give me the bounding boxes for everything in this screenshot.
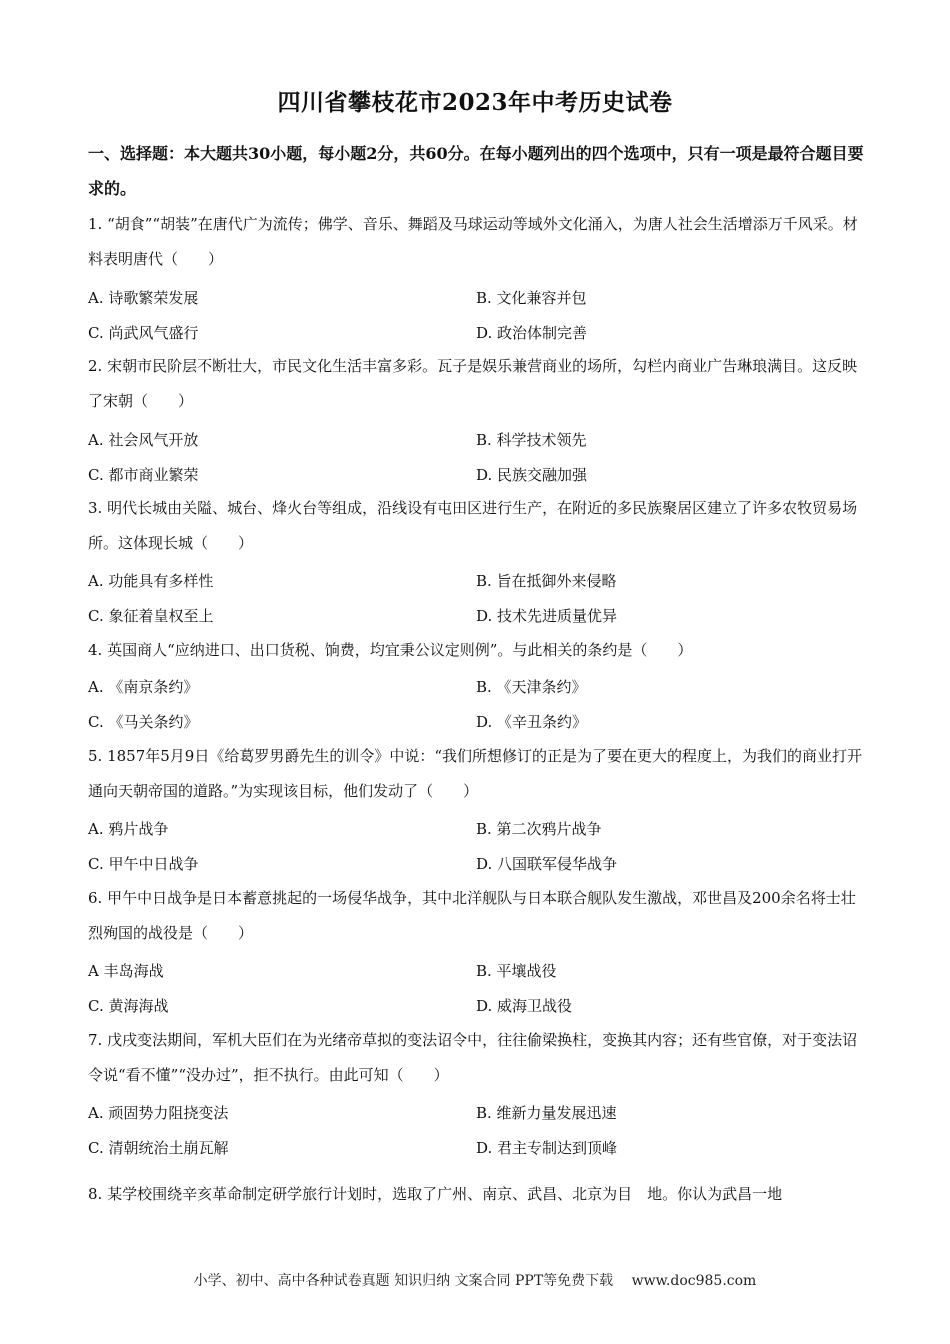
question-1-option-d: D. 政治体制完善: [476, 324, 588, 342]
question-1-stem: 1. “胡食”“胡装”在唐代广为流传；佛学、音乐、舞蹈及马球运动等域外文化涌入，为唐人社会生活增添万千风采。材料表明唐代（ ）: [88, 215, 858, 268]
question-1-option-c: C. 尚武风气盛行: [88, 324, 199, 342]
question-1-option-b: B. 文化兼容并包: [476, 289, 587, 307]
question-7-option-a: A. 顽固势力阻挠变法: [88, 1104, 229, 1122]
question-2-option-b: B. 科学技术领先: [476, 431, 587, 449]
question-7-option-d: D. 君主专制达到顶峰: [476, 1139, 618, 1157]
question-2-option-c: C. 都市商业繁荣: [88, 466, 199, 484]
question-2-option-a: A. 社会风气开放: [88, 431, 199, 449]
question-4-option-b: B. 《天津条约》: [476, 678, 587, 696]
question-4-option-c: C. 《马关条约》: [88, 713, 199, 731]
question-3-option-d: D. 技术先进质量优异: [476, 607, 618, 625]
question-7-stem: 7. 戊戌变法期间，军机大臣们在为光绪帝草拟的变法诏令中，往往偷梁换柱，变换其内容；还有些官僚，对于变法诏令说“看不懂”“没办过”，拒不执行。由此可知（ ）: [88, 1031, 858, 1084]
question-4-stem: 4. 英国商人“应纳进口、出口货税、饷费，均宜秉公议定则例”。与此相关的条约是（ ）: [88, 641, 693, 659]
question-5-option-a: A. 鸦片战争: [88, 820, 169, 838]
question-5-option-c: C. 甲午中日战争: [88, 855, 199, 873]
question-6-option-b: B. 平壤战役: [476, 962, 557, 980]
question-4-option-d: D. 《辛丑条约》: [476, 713, 588, 731]
page-title: 四川省攀枝花市2023年中考历史试卷: [277, 89, 673, 116]
page-footer: 小学、初中、高中各种试卷真题 知识归纳 文案合同 PPT等免费下载 www.doc985.com: [193, 1273, 757, 1289]
question-2-option-d: D. 民族交融加强: [476, 466, 588, 484]
question-7-option-b: B. 维新力量发展迅速: [476, 1104, 617, 1122]
question-5-option-b: B. 第二次鸦片战争: [476, 820, 602, 838]
question-3-stem: 3. 明代长城由关隘、城台、烽火台等组成，沿线设有屯田区进行生产，在附近的多民族聚居区建立了许多农牧贸易场所。这体现长城（ ）: [88, 499, 858, 552]
question-6-option-c: C. 黄海海战: [88, 997, 169, 1015]
question-6-option-d: D. 威海卫战役: [476, 997, 573, 1015]
section-heading: 一、选择题：本大题共30小题，每小题2分，共60分。在每小题列出的四个选项中，只有一项是最符合题目要求的。: [88, 144, 864, 198]
question-5-stem: 5. 1857年5月9日《给葛罗男爵先生的训令》中说：“我们所想修订的正是为了要在更大的程度上，为我们的商业打开通向天朝帝国的道路。”为实现该目标，他们发动了（ ）: [88, 747, 863, 800]
question-3-option-a: A. 功能具有多样性: [88, 572, 214, 590]
question-3-option-c: C. 象征着皇权至上: [88, 607, 214, 625]
question-3-option-b: B. 旨在抵御外来侵略: [476, 572, 617, 590]
question-1-option-a: A. 诗歌繁荣发展: [88, 289, 199, 307]
question-7-option-c: C. 清朝统治土崩瓦解: [88, 1139, 229, 1157]
question-8-stem: 8. 某学校围绕辛亥革命制定研学旅行计划时，选取了广州、南京、武昌、北京为目 地。你认为武昌一地: [88, 1185, 783, 1203]
question-6-stem: 6. 甲午中日战争是日本蓄意挑起的一场侵华战争，其中北洋舰队与日本联合舰队发生激战，邓世昌及200余名将士壮烈殉国的战役是（ ）: [88, 889, 856, 942]
question-4-option-a: A. 《南京条约》: [88, 678, 199, 696]
question-2-stem: 2. 宋朝市民阶层不断壮大，市民文化生活丰富多彩。瓦子是娱乐兼营商业的场所，勾栏内商业广告琳琅满目。这反映了宋朝（ ）: [88, 357, 858, 410]
question-5-option-d: D. 八国联军侵华战争: [476, 855, 618, 873]
question-6-option-a: A 丰岛海战: [88, 962, 164, 980]
